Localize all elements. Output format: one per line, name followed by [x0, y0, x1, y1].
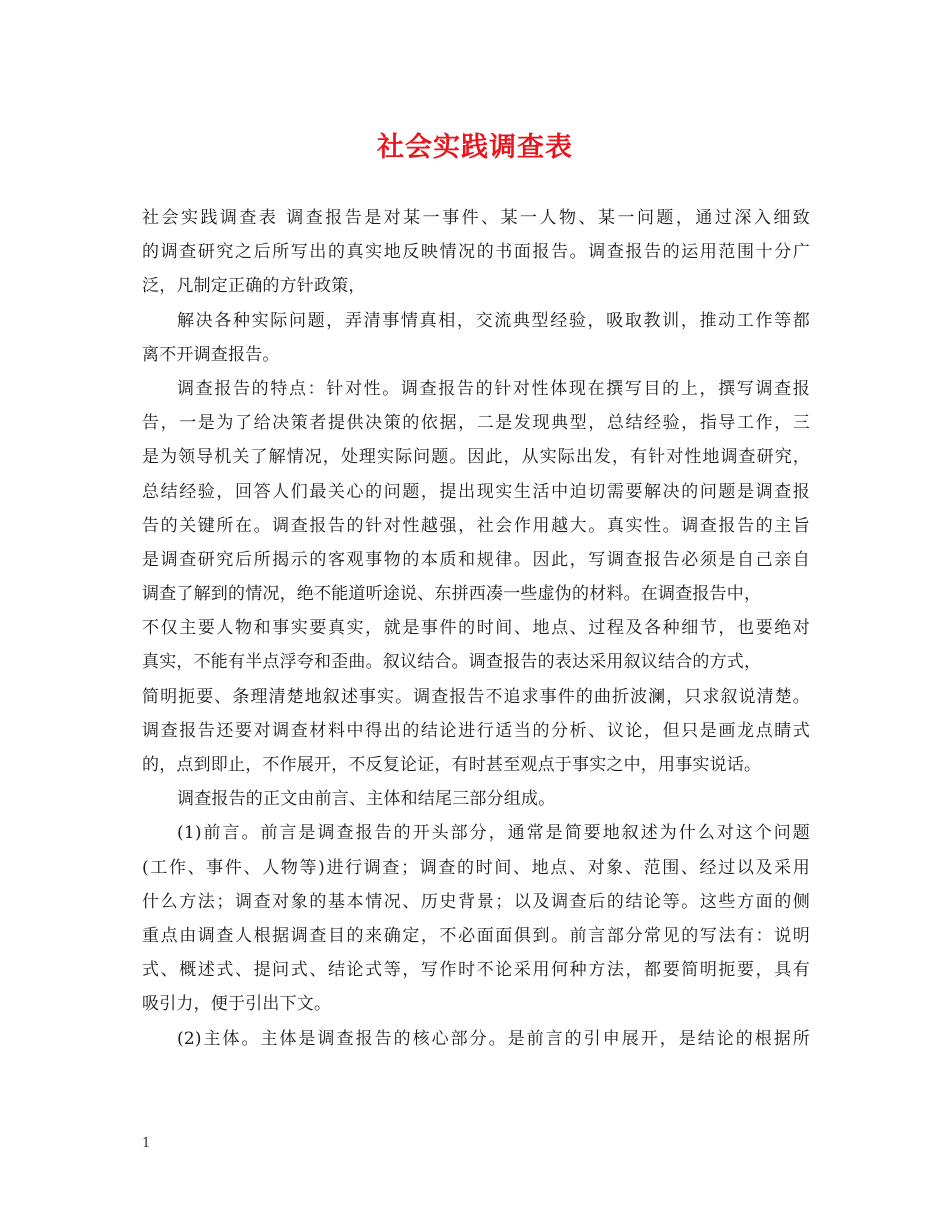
document-body	[142, 201, 810, 1056]
text-line: 调查了解到的情况，绝不能道听途说、东拼西凑一些虚伪的材料。在调查报告中，	[142, 584, 762, 605]
text-line: 调查报告的特点：针对性。调查报告的针对性体现在撰写目的上，撰写调查报	[177, 378, 810, 399]
text-line: 调查报告还要对调查材料中得出的结论进行适当的分析、议论，但只是画龙点睛式	[142, 720, 810, 741]
text-line: 什么方法；调查对象的基本情况、历史背景；以及调查后的结论等。这些方面的侧	[142, 891, 810, 912]
text-line: (2)主体。主体是调查报告的核心部分。是前言的引申展开，是结论的根据所	[177, 1028, 810, 1049]
text-line: 泛，凡制定正确的方针政策，	[142, 276, 366, 297]
text-line: 是调查研究后所揭示的客观事物的本质和规律。因此，写调查报告必须是自己亲自	[142, 549, 810, 570]
text-line: (1)前言。前言是调查报告的开头部分，通常是简要地叙述为什么对这个问题	[177, 823, 810, 844]
page-title: 社会实践调查表	[377, 132, 573, 163]
text-line: 重点由调查人根据调查目的来确定，不必面面俱到。前言部分常见的写法有：说明	[142, 925, 810, 946]
text-line: 离不开调查报告。	[142, 344, 280, 365]
text-line: 是为领导机关了解情况，处理实际问题。因此，从实际出发，有针对性地调查研究，	[142, 447, 810, 468]
page-number: 1	[142, 1136, 151, 1151]
text-line: 解决各种实际问题，弄清事情真相，交流典型经验，吸取教训，推动工作等都	[177, 310, 810, 331]
text-line: 的调查研究之后所写出的真实地反映情况的书面报告。调查报告的运用范围十分广	[142, 242, 810, 263]
text-line: 的，点到即止，不作展开，不反复论证，有时甚至观点于事实之中，用事实说话。	[142, 755, 762, 775]
text-line: 社会实践调查表 调查报告是对某一事件、某一人物、某一问题，通过深入细致	[142, 208, 810, 228]
text-line: 吸引力，便于引出下文。	[142, 994, 332, 1015]
text-line: 简明扼要、条理清楚地叙述事实。调查报告不追求事件的曲折波澜，只求叙说清楚。	[142, 686, 810, 707]
text-line: 总结经验，回答人们最关心的问题，提出现实生活中迫切需要解决的问题是调查报	[142, 481, 810, 502]
text-line: 调查报告的正文由前言、主体和结尾三部分组成。	[177, 789, 556, 810]
text-line: 不仅主要人物和事实要真实，就是事件的时间、地点、过程及各种细节，也要绝对	[142, 618, 810, 639]
text-line: (工作、事件、人物等)进行调查；调查的时间、地点、对象、范围、经过以及采用	[142, 857, 810, 878]
text-line: 式、概述式、提问式、结论式等，写作时不论采用何种方法，都要简明扼要，具有	[142, 960, 810, 981]
text-line: 真实，不能有半点浮夸和歪曲。叙议结合。调查报告的表达采用叙议结合的方式，	[142, 652, 762, 673]
text-line: 告，一是为了给决策者提供决策的依据，二是发现典型，总结经验，指导工作，三	[142, 413, 810, 434]
text-line: 告的关键所在。调查报告的针对性越强，社会作用越大。真实性。调查报告的主旨	[142, 515, 810, 536]
